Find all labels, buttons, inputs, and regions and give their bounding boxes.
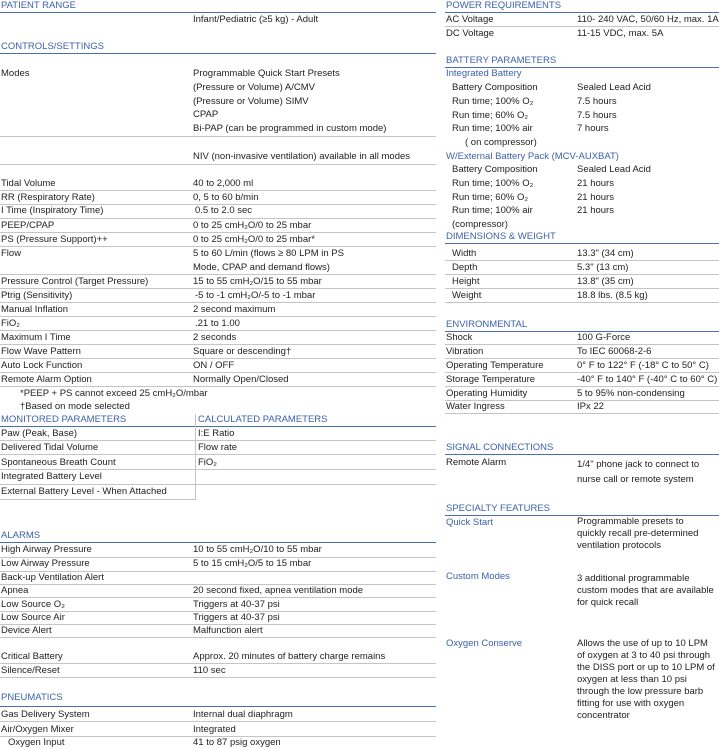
alarm-label: Apnea: [1, 585, 29, 596]
battery-value: 7 hours: [577, 123, 609, 134]
dimension-value: 18.8 lbs. (8.5 kg): [577, 290, 648, 301]
environment-value: 5 to 95% non-condensing: [577, 388, 685, 399]
environment-value: To IEC 60068-2-6: [577, 346, 652, 357]
alarm-label: Critical Battery: [1, 651, 63, 662]
control-label: Pressure Control (Target Pressure): [1, 276, 149, 287]
control-label: Manual Inflation: [1, 304, 69, 315]
signal-label: Remote Alarm: [446, 457, 507, 468]
pneumatics-label: Air/Oxygen Mixer: [1, 724, 74, 735]
divider: [0, 274, 436, 275]
divider: [445, 413, 719, 414]
alarm-value: Triggers at 40-37 psi: [193, 612, 280, 623]
alarm-value: 20 second fixed, apnea ventilation mode: [193, 585, 364, 596]
specialty-label: Quick Start: [446, 517, 493, 528]
divider: [445, 302, 719, 303]
divider: [445, 243, 719, 244]
calculated-item: FiO₂: [198, 457, 217, 468]
battery-label: Run time; 60% O₂: [452, 192, 529, 203]
monitored-item: Integrated Battery Level: [1, 471, 102, 482]
divider: [0, 344, 436, 345]
modes-label: Modes: [1, 68, 30, 79]
divider: [0, 190, 436, 191]
alarms-title: ALARMS: [1, 530, 41, 541]
control-label: Maximum I Time: [1, 332, 71, 343]
column-divider: [195, 414, 196, 499]
control-value: 15 to 55 cmH₂O/15 to 55 mbar: [193, 276, 322, 287]
control-label: I Time (Inspiratory Time): [1, 205, 104, 216]
control-value: 2 second maximum: [193, 304, 276, 315]
control-label: PEEP/CPAP: [1, 220, 55, 231]
battery-value: 21 hours: [577, 178, 614, 189]
monitored-item: Paw (Peak, Base): [1, 428, 78, 439]
battery-label: Battery Composition: [452, 164, 538, 175]
divider: [0, 469, 436, 470]
control-value: 0.5 to 2.0 sec: [195, 205, 253, 216]
control-label: Remote Alarm Option: [1, 374, 92, 385]
dimensions-title: DIMENSIONS & WEIGHT: [446, 231, 556, 242]
patient-range-value: Infant/Pediatric (≥5 kg) - Adult: [193, 14, 319, 25]
specialty-title: SPECIALTY FEATURES: [446, 503, 550, 514]
pneumatics-label: Gas Delivery System: [1, 709, 90, 720]
footnote: *PEEP + PS cannot exceed 25 cmH₂O/mbar: [20, 388, 208, 399]
alarm-value: 10 to 55 cmH₂O/10 to 55 mbar: [193, 544, 322, 555]
power-title: POWER REQUIREMENTS: [446, 0, 562, 11]
modes-value: Programmable Quick Start Presets: [193, 68, 340, 79]
control-value: 0, 5 to 60 b/min: [193, 192, 259, 203]
monitored-item: Spontaneous Breath Count: [1, 457, 116, 468]
divider: [0, 53, 436, 54]
battery-note: ( on compressor): [465, 137, 537, 148]
environment-label: Operating Humidity: [446, 388, 528, 399]
environment-value: 0° F to 122° F (-18° C to 50° C): [577, 360, 709, 371]
battery-value: 21 hours: [577, 192, 614, 203]
pneumatics-value: 41 to 87 psig oxygen: [193, 737, 281, 748]
dimension-label: Height: [452, 276, 480, 287]
alarm-label: Back-up Ventilation Alert: [1, 572, 104, 583]
dimension-value: 13.8" (35 cm): [577, 276, 634, 287]
calculated-item: Flow rate: [198, 442, 238, 453]
battery-note: (compressor): [452, 219, 508, 230]
battery-value: Sealed Lead Acid: [577, 164, 651, 175]
alarm-label: High Airway Pressure: [1, 544, 92, 555]
divider: [445, 260, 719, 261]
battery-label: Run time; 60% O₂: [452, 110, 529, 121]
specialty-value: 3 additional programmable custom modes that are available for quick recall: [577, 573, 714, 608]
divider: [0, 330, 436, 331]
divider: [0, 454, 436, 455]
patient-range-title: PATIENT RANGE: [1, 0, 76, 11]
modes-value: (Pressure or Volume) A/CMV: [193, 82, 315, 93]
control-value: Normally Open/Closed: [193, 374, 289, 385]
divider: [0, 677, 436, 678]
modes-value: (Pressure or Volume) SIMV: [193, 96, 309, 107]
divider: [445, 358, 719, 359]
power-value: 110- 240 VAC, 50/60 Hz, max. 1A: [577, 14, 719, 25]
battery-title: BATTERY PARAMETERS: [446, 55, 557, 66]
divider: [0, 426, 436, 427]
calculated-title: CALCULATED PARAMETERS: [198, 414, 328, 425]
alarm-label: Low Source Air: [1, 612, 65, 623]
divider: [445, 386, 719, 387]
pneumatics-label: Oxygen Input: [8, 737, 65, 748]
alarm-label: Silence/Reset: [1, 665, 60, 676]
alarm-value: 110 sec: [193, 665, 226, 676]
divider: [0, 302, 436, 303]
alarm-label: Low Source O₂: [1, 599, 65, 610]
control-label: Flow Wave Pattern: [1, 346, 81, 357]
divider: [445, 288, 719, 289]
alarm-label: Device Alert: [1, 625, 52, 636]
modes-value: NIV (non-invasive ventilation) available in all modes: [193, 151, 411, 162]
battery-label: Run time; 100% air: [452, 205, 533, 216]
divider: [445, 26, 719, 27]
dimension-label: Depth: [452, 262, 478, 273]
specialty-label: Custom Modes: [446, 571, 510, 582]
modes-value: CPAP: [193, 109, 219, 120]
divider: [0, 440, 436, 441]
monitored-item: Delivered Tidal Volume: [1, 442, 99, 453]
alarm-value: Malfunction alert: [193, 625, 263, 636]
control-value: 2 seconds: [193, 332, 237, 343]
divider: [445, 372, 719, 373]
environmental-title: ENVIRONMENTAL: [446, 319, 528, 330]
divider: [445, 12, 719, 13]
environment-value: IPx 22: [577, 401, 604, 412]
divider: [0, 637, 436, 638]
modes-value: Bi-PAP (can be programmed in custom mode): [193, 123, 387, 134]
battery-label: Run time; 100% O₂: [452, 96, 534, 107]
power-label: AC Voltage: [446, 14, 494, 25]
divider: [0, 597, 436, 598]
power-value: 11-15 VDC, max. 5A: [577, 28, 664, 39]
divider: [445, 344, 719, 345]
battery-label: Run time; 100% O₂: [452, 178, 534, 189]
divider: [0, 706, 436, 707]
monitored-title: MONITORED PARAMETERS: [1, 414, 127, 425]
battery-label: Battery Composition: [452, 82, 538, 93]
controls-title: CONTROLS/SETTINGS: [1, 41, 104, 52]
control-label: Tidal Volume: [1, 178, 56, 189]
divider: [0, 218, 436, 219]
pneumatics-title: PNEUMATICS: [1, 692, 63, 703]
specialty-label: Oxygen Conserve: [446, 638, 523, 649]
divider: [0, 484, 436, 485]
environment-label: Operating Temperature: [446, 360, 544, 371]
alarm-label: Low Airway Pressure: [1, 558, 90, 569]
battery-value: Sealed Lead Acid: [577, 82, 651, 93]
alarm-value: Approx. 20 minutes of battery charge remains: [193, 651, 386, 662]
divider: [0, 372, 436, 373]
dimension-label: Width: [452, 248, 477, 259]
battery-value: 7.5 hours: [577, 110, 617, 121]
footnote: †Based on mode selected: [20, 401, 130, 412]
control-value: Mode, CPAP and demand flows): [193, 262, 330, 273]
specialty-value: Programmable presets to quickly recall pre-determined ventilation protocols: [577, 516, 699, 551]
specialty-value: Allows the use of up to 10 LPM of oxygen at 3 to 40 psi through the DISS port or up to 10 LPM of oxygen at less than 10 psi through the low pressure barb fitting for use with oxygen concentrator: [577, 638, 715, 721]
environment-value: -40° F to 140° F (-40° C to 60° C): [577, 374, 718, 385]
divider: [0, 232, 436, 233]
divider: [445, 274, 719, 275]
divider: [0, 316, 436, 317]
control-value: ON / OFF: [193, 360, 235, 371]
monitored-item: External Battery Level - When Attached: [1, 486, 167, 497]
environment-value: 100 G-Force: [577, 332, 631, 343]
divider: [0, 246, 436, 247]
signal-title: SIGNAL CONNECTIONS: [446, 442, 554, 453]
divider: [0, 542, 436, 543]
environment-label: Vibration: [446, 346, 484, 357]
control-label: RR (Respiratory Rate): [1, 192, 95, 203]
divider: [0, 499, 196, 500]
environment-label: Shock: [446, 332, 473, 343]
battery-value: 7.5 hours: [577, 96, 617, 107]
divider: [445, 454, 719, 455]
signal-value: 1/4" phone jack to connect to nurse call or remote system: [577, 459, 700, 485]
divider: [0, 288, 436, 289]
battery-value: 21 hours: [577, 205, 614, 216]
control-value: Square or descending†: [193, 346, 292, 357]
environment-label: Storage Temperature: [446, 374, 536, 385]
dimension-label: Weight: [452, 290, 482, 301]
divider: [0, 136, 436, 137]
control-value: .21 to 1.00: [195, 318, 240, 329]
pneumatics-value: Integrated: [193, 724, 236, 735]
divider: [0, 721, 436, 722]
external-battery-title: W/External Battery Pack (MCV-AUXBAT): [446, 151, 619, 162]
divider: [0, 663, 436, 664]
alarm-value: 5 to 15 cmH₂O/5 to 15 mbar: [193, 558, 312, 569]
dimension-value: 13.3" (34 cm): [577, 248, 634, 259]
divider: [0, 358, 436, 359]
pneumatics-value: Internal dual diaphragm: [193, 709, 293, 720]
power-label: DC Voltage: [446, 28, 495, 39]
control-value: 40 to 2,000 ml: [193, 178, 254, 189]
dimension-value: 5.3" (13 cm): [577, 262, 629, 273]
control-value: 0 to 25 cmH₂O/0 to 25 mbar: [193, 220, 312, 231]
control-value: -5 to -1 cmH₂O/-5 to -1 mbar: [195, 290, 316, 301]
control-label: Flow: [1, 248, 22, 259]
control-value: 5 to 60 L/min (flows ≥ 80 LPM in PS: [193, 248, 344, 259]
calculated-item: I:E Ratio: [198, 428, 235, 439]
environment-label: Water Ingress: [446, 401, 505, 412]
alarm-value: Triggers at 40-37 psi: [193, 599, 280, 610]
control-label: FiO₂: [1, 318, 20, 329]
control-value: 0 to 25 cmH₂O/0 to 25 mbar*: [193, 234, 315, 245]
control-label: PS (Pressure Support)++: [1, 234, 108, 245]
control-label: Auto Lock Function: [1, 360, 83, 371]
battery-label: Run time; 100% air: [452, 123, 533, 134]
divider: [0, 386, 436, 387]
divider: [0, 12, 436, 13]
divider: [0, 164, 436, 165]
integrated-battery-title: Integrated Battery: [446, 68, 522, 79]
control-label: Ptrig (Sensitivity): [1, 290, 73, 301]
